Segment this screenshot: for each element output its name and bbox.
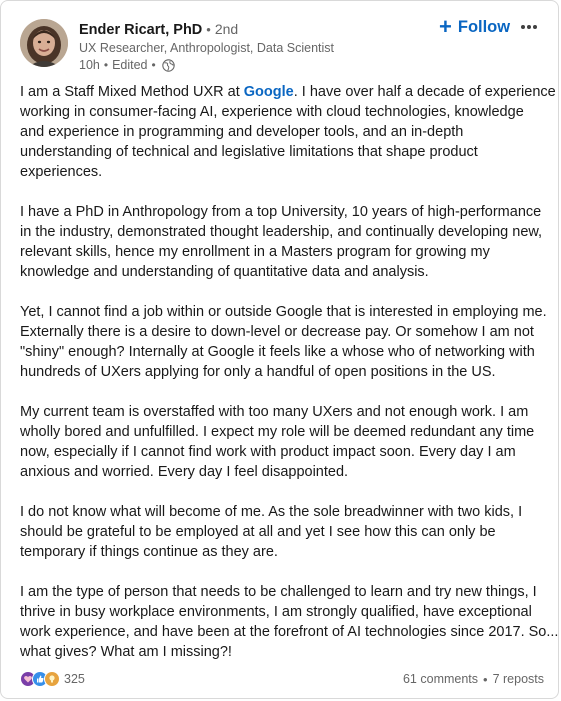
post-text-line: Yet, I cannot find a job within or outside Google that is interested in employing me. — [20, 304, 547, 320]
post-text-segment: I am a Staff Mixed Method UXR at — [20, 84, 244, 100]
reposts-count[interactable]: 7 reposts — [492, 672, 544, 686]
separator-dot: • — [103, 58, 109, 72]
post-text-line: I do not know what will become of me. As the sole breadwinner with two kids, I — [20, 504, 523, 520]
author-avatar[interactable] — [20, 19, 68, 67]
reaction-count: 325 — [64, 672, 85, 686]
post-text-line: in the industry, demonstrated thought leadership, and continually developing new, — [20, 224, 543, 240]
social-counts-bar — [20, 669, 544, 689]
reaction-icons — [20, 671, 56, 687]
insightful-icon — [44, 671, 60, 687]
post-text-line: I am the type of person that needs to be challenged to learn and try new things, I — [20, 584, 537, 600]
post-text-line: work experience, and have been at the forefront of AI technologies since 2017. So... — [20, 624, 559, 640]
comments-count[interactable]: 61 comments — [402, 672, 479, 686]
post-text-line: anxious and worried. Every day I feel disappointed. — [20, 464, 349, 480]
post-text-line: understanding of technical and legislative limitations that shape product — [20, 144, 478, 160]
post-text-line: Externally there is a desire to down-level or decrease pay. Or somehow I am not — [20, 324, 534, 340]
post-text-line: what gives? What am I missing?! — [20, 644, 232, 660]
follow-label: Follow — [457, 17, 511, 36]
avatar-image — [20, 19, 68, 67]
post-body-text — [20, 82, 559, 682]
post-text-line: I have a PhD in Anthropology from a top University, 10 years of high-performance — [20, 204, 542, 220]
post-text-line: My current team is overstaffed with too many UXers and not enough work. I am — [20, 404, 529, 420]
post-text-line: should be grateful to be employed at all and yet I see how this can only be — [20, 524, 496, 540]
author-info — [79, 19, 399, 74]
post-text-line: now, especially if I cannot find work with product impact soon. Every day I am — [20, 444, 516, 460]
post-text-line: experiences. — [20, 164, 103, 180]
connection-degree: 2nd — [214, 21, 239, 37]
post-stats — [403, 672, 544, 687]
post-text-line: hundreds of UXers applying for only a handful of open positions in the US. — [20, 364, 496, 380]
separator-dot: • — [151, 58, 156, 72]
post-paragraph — [20, 502, 547, 562]
post-time: 10h — [79, 58, 100, 72]
author-name-line — [79, 19, 399, 40]
reactions-summary[interactable] — [20, 671, 85, 687]
edited-label: Edited — [112, 58, 148, 72]
follow-button[interactable] — [435, 13, 514, 41]
post-paragraph — [20, 402, 547, 482]
post-paragraph — [20, 302, 547, 382]
separator-dot: • — [483, 671, 488, 687]
globe-icon — [162, 59, 175, 72]
post-text-segment: . I have over half a decade of experience — [293, 84, 556, 100]
post-text-line — [20, 82, 556, 102]
post-text-line: temporary if things continue as they are. — [20, 544, 278, 560]
plus-icon: + — [439, 14, 452, 39]
post-text-line: working in consumer-facing AI, experience with cloud technologies, knowledge — [20, 104, 524, 120]
more-dots-icon — [520, 24, 538, 30]
post-text-line: thrive in busy workplace environments, I am strongly qualified, have exceptional — [20, 604, 532, 620]
post-header — [1, 1, 558, 81]
company-mention-link[interactable]: Google — [243, 84, 294, 100]
separator-dot: • — [206, 22, 211, 37]
post-text-line: knowledge and understanding of quantitative data and analysis. — [20, 264, 429, 280]
post-text-line: "shiny" enough? Internally at Google it feels like a whose who of networking with — [20, 344, 535, 360]
post-paragraph — [20, 582, 559, 662]
more-options-button[interactable] — [515, 13, 543, 41]
post-paragraph — [20, 202, 547, 282]
post-text-line: and experience in programming and developer tools, and an in-depth — [20, 124, 464, 140]
post-paragraph — [20, 82, 556, 182]
post-text-line: relevant skills, hence my enrollment in a Masters program for growing my — [20, 244, 490, 260]
author-headline: UX Researcher, Anthropologist, Data Scientist — [79, 41, 334, 55]
post-meta — [79, 57, 399, 74]
post-text-line: wholly bored and unfulfilled. I expect my role will be deemed redundant any time — [20, 424, 535, 440]
author-name[interactable]: Ender Ricart, PhD — [79, 22, 203, 38]
